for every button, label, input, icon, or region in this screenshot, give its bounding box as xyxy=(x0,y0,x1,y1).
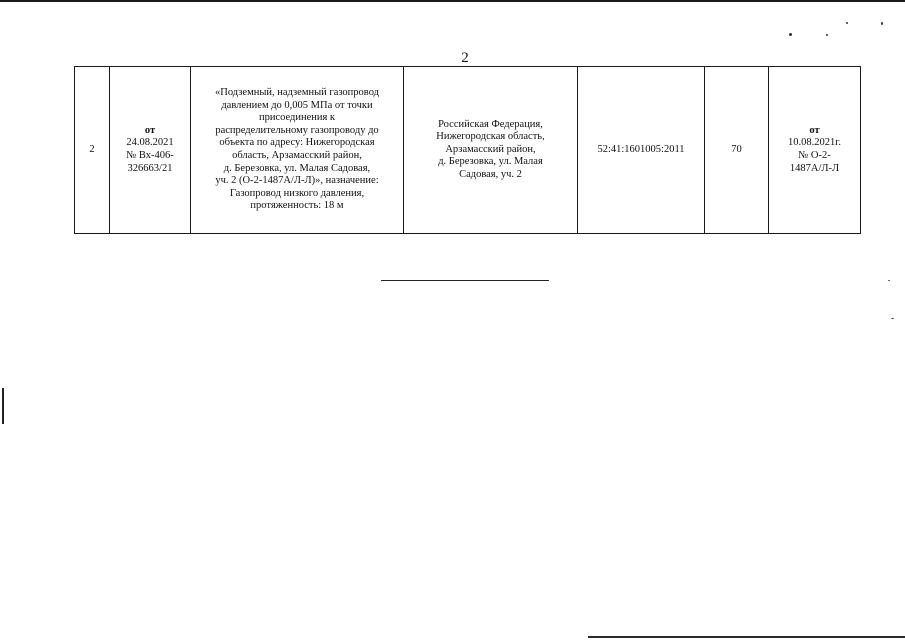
request-line: № Вх-406- xyxy=(126,150,174,161)
request-line: 326663/21 xyxy=(127,162,173,174)
address-line: Садовая, уч. 2 xyxy=(459,168,522,180)
table-row xyxy=(75,67,861,234)
request-line: 24.08.2021 xyxy=(126,137,174,149)
object-line: давлением до 0,005 МПа от точки xyxy=(221,99,373,111)
amount-cell: 70 xyxy=(705,67,769,234)
address-line: Арзамасский район, xyxy=(445,143,536,155)
object-line: д. Березовка, ул. Малая Садовая, xyxy=(223,162,371,174)
scan-speck xyxy=(846,22,848,24)
cadastral-number-cell: 52:41:1601005:2011 xyxy=(578,67,705,234)
address-line: д. Березовка, ул. Малая xyxy=(438,156,543,168)
object-line: присоединения к xyxy=(258,112,336,124)
scan-left-mark xyxy=(2,388,4,424)
request-cell xyxy=(110,67,191,234)
address-line: Российская Федерация, xyxy=(438,118,543,130)
request-line: от xyxy=(144,124,156,136)
object-line: уч. 2 (О-2-1487А/Л-Л)», назначение: xyxy=(215,175,379,187)
object-cell xyxy=(191,67,404,234)
scan-speck xyxy=(789,33,792,36)
decision-cell xyxy=(769,67,861,234)
row-index-cell: 2 xyxy=(75,67,110,234)
decision-line: 1487А/Л-Л xyxy=(789,162,840,174)
scan-speck xyxy=(888,280,890,281)
scan-speck xyxy=(891,318,894,319)
registry-table xyxy=(74,66,861,234)
decision-line: № О-2- xyxy=(798,150,831,161)
end-of-document-rule xyxy=(381,280,549,281)
decision-line: 10.08.2021г. xyxy=(788,137,841,149)
object-line: область, Арзамасский район, xyxy=(232,150,362,161)
object-line: «Подземный, надземный газопровод xyxy=(215,87,379,99)
object-line: объекта по адресу: Нижегородская xyxy=(219,137,375,149)
scan-top-edge xyxy=(0,0,905,2)
object-line: распределительному газопроводу до xyxy=(215,124,379,136)
object-line: Газопровод низкого давления, xyxy=(229,187,365,199)
scan-speck xyxy=(826,34,828,36)
page-number: 2 xyxy=(461,50,469,66)
scan-bottom-edge xyxy=(588,636,905,638)
object-line: протяженность: 18 м xyxy=(250,200,344,212)
scan-speck xyxy=(881,22,883,25)
address-cell xyxy=(404,67,578,234)
decision-line: от xyxy=(809,124,820,136)
address-line: Нижегородская область, xyxy=(436,131,545,143)
